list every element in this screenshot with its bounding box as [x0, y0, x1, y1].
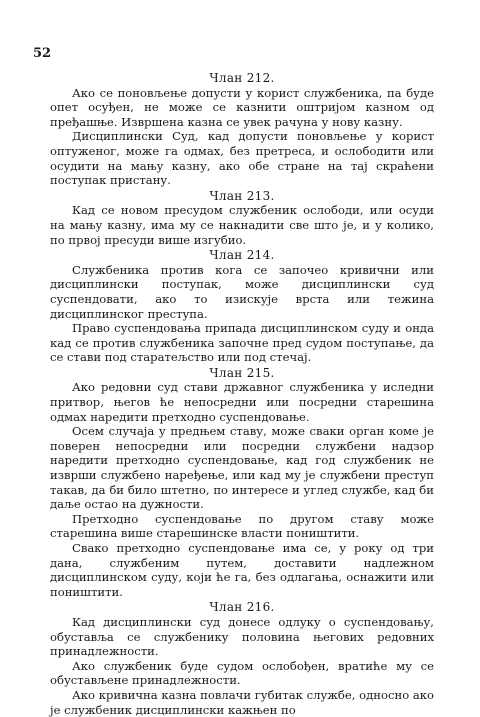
article-216	[50, 600, 434, 717]
paragraph: Претходно суспендовање по другом ставу може старешина више старешинске власти поништити.	[50, 511, 434, 541]
article-214	[50, 248, 434, 365]
paragraph: Ако службеник буде судом ослобођен, вратиће му се обустављене принадлежности.	[50, 658, 434, 688]
paragraph: Ако се поновљење допусти у корист службеника, па буде опет осуђен, не може се казнити оштријом казном од пређашње. Извршена казна се увек рачуна у нову казну.	[50, 85, 434, 129]
paragraph: Право суспендовања припада дисциплинском суду и онда кад се против службеника започне пред судом поступање, да се стави под старатељство или под стечај.	[50, 321, 434, 365]
article-heading: Члан 214.	[209, 248, 275, 263]
page-body	[50, 70, 434, 717]
article-heading: Члан 215.	[209, 365, 275, 380]
article-215	[50, 366, 434, 600]
paragraph: Кад се новом пресудом службеник ослободи, или осуди на мању казну, има му се накнадити све што је, и у колико, по првој пресуди више изгубио.	[50, 203, 434, 247]
article-heading: Члан 213.	[209, 188, 275, 203]
paragraph: Службеника против кога се започео кривични или дисциплински поступак, може дисциплински суд суспендовати, ако то изискује врста или тежина дисциплинског преступа.	[50, 262, 434, 321]
page-number: 52	[33, 46, 52, 61]
paragraph: Кад дисциплински суд донесе одлуку о суспендовању, обуставља се службенику половина његових редовних принадлежности.	[50, 614, 434, 659]
paragraph: Дисциплински Суд, кад допусти поновљење у корист оптуженог, може га одмах, без претреса, и ослободити или осудити на мању казну, ако обе стране на тај скраћени поступак пристану.	[50, 129, 434, 188]
article-heading: Члан 216.	[209, 600, 275, 615]
article-213	[50, 189, 434, 247]
paragraph: Ако кривична казна повлачи губитак службе, односно ако је службеник дисциплински кажњен по	[50, 687, 434, 717]
article-212	[50, 71, 434, 188]
paragraph: Осем случаја у предњем ставу, може сваки орган коме је поверен непосредни или посредни службени надзор наредити претходно суспендовање, кад год службеник не изврши службено наређење, или кад му је службени преступ такав, да би било штетно, по интересе и углед службе, кад би даље остао на дужности.	[50, 424, 434, 512]
article-heading: Члан 212.	[209, 71, 275, 85]
paragraph: Свако претходно суспендовање има се, у року од три дана, службеним путем, доставити надлежном дисциплинском суду, који ће га, без одлагања, оснажити или поништити.	[50, 541, 434, 599]
paragraph: Ако редовни суд стави државног службеника у иследни притвор, његов ће непосредни или посредни старешина одмах наредити претходно суспендовање.	[50, 380, 434, 424]
